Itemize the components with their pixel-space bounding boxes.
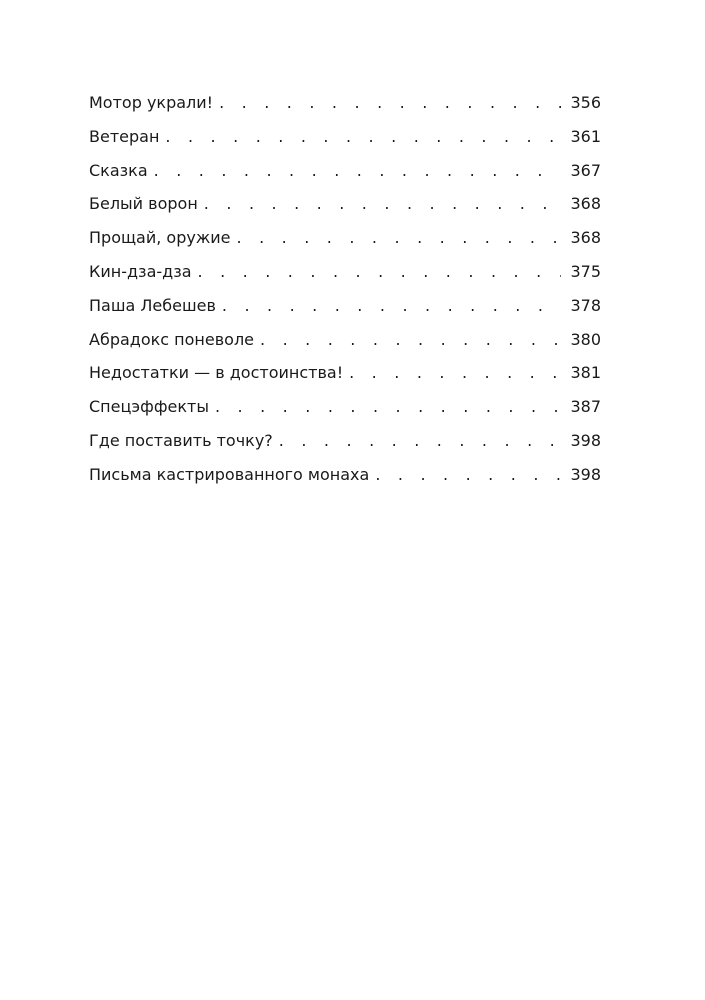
- toc-dot-leader: [237, 227, 562, 249]
- toc-entry: [89, 193, 601, 227]
- toc-entry-title: Недостатки — в достоинства!: [89, 363, 344, 383]
- toc-dot-leader: [165, 126, 561, 148]
- toc-dot-leader: [222, 295, 561, 317]
- toc-entry-title: Абрадокс поневоле: [89, 329, 255, 349]
- toc-entry-page: 381: [570, 363, 601, 383]
- toc-dot-leader: [154, 160, 561, 182]
- toc-entry-title: Прощай, оружие: [89, 228, 231, 248]
- toc-entry: [89, 464, 601, 498]
- toc-dot-leader: [279, 430, 561, 452]
- toc-dot-leader: [219, 92, 561, 114]
- toc-entry-page: 380: [570, 329, 601, 349]
- toc-entry-title: Паша Лебешев: [89, 295, 216, 315]
- toc-dot-leader: [204, 193, 561, 215]
- toc-entry: [89, 329, 601, 363]
- toc-entry-page: 368: [570, 194, 601, 214]
- toc-entry-page: 375: [570, 261, 601, 281]
- toc-entry-page: 398: [570, 430, 601, 450]
- toc-entry-page: 367: [570, 160, 601, 180]
- toc-entry-title: Кин-дза-дза: [89, 261, 192, 281]
- toc-entry-title: Спецэффекты: [89, 397, 209, 417]
- toc-entry-page: 387: [570, 397, 601, 417]
- toc-dot-leader: [198, 261, 561, 283]
- toc-entry: [89, 126, 601, 160]
- toc-entry-page: 368: [570, 228, 601, 248]
- toc-dot-leader: [260, 329, 561, 351]
- toc-entry-title: Сказка: [89, 160, 148, 180]
- toc-entry: [89, 92, 601, 126]
- toc-entry: [89, 227, 601, 261]
- toc-dot-leader: [215, 396, 561, 418]
- toc-entry: [89, 261, 601, 295]
- toc-entry-title: Письма кастрированного монаха: [89, 464, 370, 484]
- toc-entry-page: 398: [570, 464, 601, 484]
- toc-entry: [89, 396, 601, 430]
- toc-entry-title: Белый ворон: [89, 194, 198, 214]
- toc-dot-leader: [349, 362, 561, 384]
- toc-entry: [89, 160, 601, 194]
- toc-entry-page: 361: [570, 126, 601, 146]
- toc-entry-page: 378: [570, 295, 601, 315]
- toc-entry: [89, 430, 601, 464]
- toc-entry-page: 356: [570, 93, 601, 112]
- toc-entry-title: Мотор украли!: [89, 93, 214, 112]
- toc-entry: [89, 295, 601, 329]
- table-of-contents: [89, 92, 601, 498]
- toc-dot-leader: [375, 464, 561, 486]
- toc-entry-title: Где поставить точку?: [89, 430, 273, 450]
- toc-entry: [89, 362, 601, 396]
- toc-entry-title: Ветеран: [89, 126, 160, 146]
